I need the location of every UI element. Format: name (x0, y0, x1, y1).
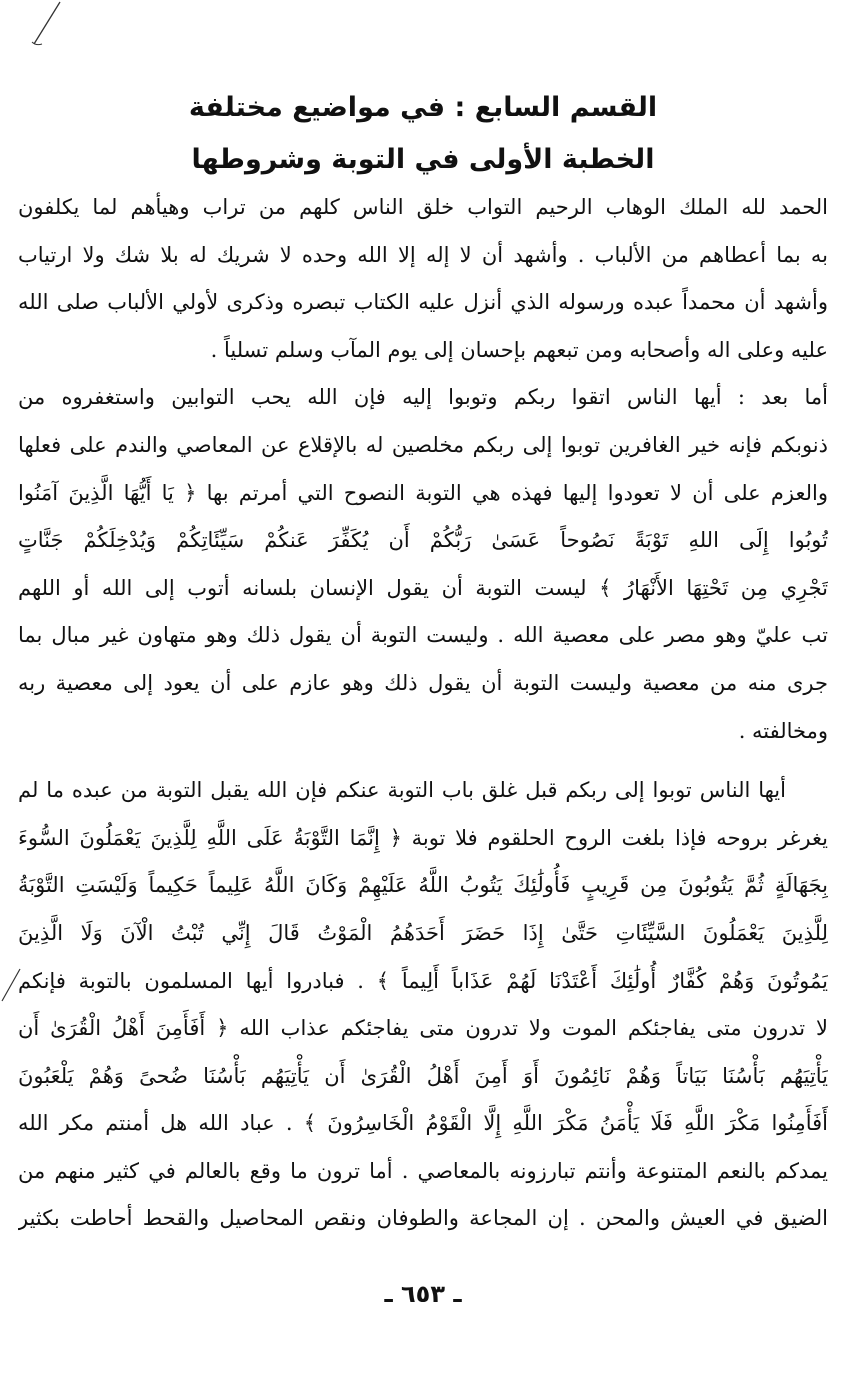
text-line: الضيق في العيش والمحن . إن المجاعة والطوفان ونقص المحاصيل والقحط أحاطت بكثير (18, 1206, 828, 1231)
paragraph-opening (18, 184, 828, 374)
quran-verse-line: بِجَهَالَةٍ ثُمَّ يَتُوبُونَ مِن قَرِيبٍ فَأُولَٰئِكَ يَتُوبُ اللَّهُ عَلَيْهِمْ وَكَانَ اللَّهُ عَلِيماً حَكِيماً وَلَيْسَتِ التَّوْبَةُ (18, 873, 828, 898)
text-line: ومخالفته . (738, 718, 828, 743)
text-line: عليه وعلى اله وأصحابه ومن تبعهم بإحسان إلى يوم المآب وسلم تسلياً . (210, 337, 828, 362)
quran-verse-line: لِلَّذِينَ يَعْمَلُونَ السَّيِّئَاتِ حَتَّىٰ إِذَا حَضَرَ أَحَدَهُمُ الْمَوْتُ قَالَ إِنِّي تُبْتُ الْآنَ وَلَا الَّذِينَ (18, 920, 828, 945)
text-line: ذنوبكم فإنه خير الغافرين توبوا إلى ربكم مخلصين له بالإقلاع عن المعاصي والندم على فعلها (18, 432, 828, 457)
text-line: أيها الناس توبوا إلى ربكم قبل غلق باب التوبة عنكم فإن الله يقبل التوبة من عبده ما لم (18, 778, 786, 803)
section-headings (40, 82, 806, 186)
paragraph-amma-baad (18, 374, 828, 755)
text-line: به بما أعطاهم من الألباب . وأشهد أن لا إله إلا الله وحده لا شريك له بلا شك ولا ارتياب (18, 242, 828, 267)
text-line: أَفَأَمِنُوا مَكْرَ اللَّهِ فَلَا يَأْمَنُ مَكْرَ اللَّهِ إِلَّا الْقَوْمُ الْخَاسِرُونَ ﴾ . عباد الله هل أمنتم مكر الله (18, 1111, 828, 1136)
text-line: أما بعد : أيها الناس اتقوا ربكم وتوبوا إليه فإن الله يحب التوابين واستغفروه من (18, 385, 828, 410)
quran-verse-line: يَأْتِيَهُم بَأْسُنَا بَيَاتاً وَهُمْ نَائِمُونَ أَوَ أَمِنَ أَهْلُ الْقُرَىٰ أَن يَأْتِيَهُم بَأْسُنَا ضُحىً وَهُمْ يَلْعَبُونَ (18, 1063, 828, 1088)
text-line: وأشهد أن محمداً عبده ورسوله الذي أنزل عليه الكتاب تبصره وذكرى لأولي الألباب صلى الله (18, 290, 828, 315)
sermon-title: الخطبة الأولى في التوبة وشروطها (191, 144, 655, 175)
text-line: تب عليّ وهو مصر على معصية الله . وليست التوبة أن يقول ذلك وهو متهاون غير مبال بما (18, 623, 828, 648)
text-line: يَمُوتُونَ وَهُمْ كُفَّارٌ أُولَٰئِكَ أَعْتَدْنَا لَهُمْ عَذَاباً أَلِيماً ﴾ . فبادروا أيها المسلمون بالتوبة فإنكم (18, 968, 828, 993)
paragraph-tawba (18, 767, 828, 1243)
text-line: يغرغر بروحه فإذا بلغت الروح الحلقوم فلا توبة ﴿ إِنَّمَا التَّوْبَةُ عَلَى اللَّهِ لِلَّذِينَ يَعْمَلُونَ السُّوءَ (18, 825, 828, 850)
text-line: الحمد لله الملك الوهاب الرحيم التواب خلق الناس كلهم من تراب وهيأهم لما يكلفون (18, 195, 828, 219)
text-line: والعزم على أن لا تعودوا إليها فهذه هي التوبة النصوح التي أمرتم بها ﴿ يَا أَيُّهَا الَّذِينَ آمَنُوا (18, 480, 828, 505)
paragraph-gap (18, 755, 828, 767)
quran-verse-line: تُوبُوا إِلَى اللهِ تَوْبَةً نَصُوحاً عَسَىٰ رَبُّكُمْ أَن يُكَفِّرَ عَنكُمْ سَيِّئَاتِكُمْ وَيُدْخِلَكُمْ جَنَّاتٍ (18, 528, 828, 553)
text-line: لا تدرون متى يفاجئكم الموت ولا تدرون متى يفاجئكم عذاب الله ﴿ أَفَأَمِنَ أَهْلُ الْقُرَىٰ أَن (18, 1016, 828, 1041)
page-number: ـ ٦٥٣ ـ (384, 1280, 462, 1308)
body-text (18, 184, 828, 1243)
text-line: يمدكم بالنعم المتنوعة وأنتم تبارزونه بالمعاصي . أما ترون ما وقع بالعالم في كثير منهم من (18, 1158, 828, 1183)
text-line: تَجْرِي مِن تَحْتِهَا الأَنْهَارُ ﴾ ليست التوبة أن يقول الإنسان بلسانه أتوب إلى الله أو اللهم (18, 575, 828, 600)
pen-stroke-mark (30, 0, 70, 50)
section-title: القسم السابع : في مواضيع مختلفة (188, 92, 658, 123)
text-line: جرى منه من معصية وليست التوبة أن يقول ذلك وهو عازم على أن يعود إلى معصية ربه (18, 670, 828, 695)
